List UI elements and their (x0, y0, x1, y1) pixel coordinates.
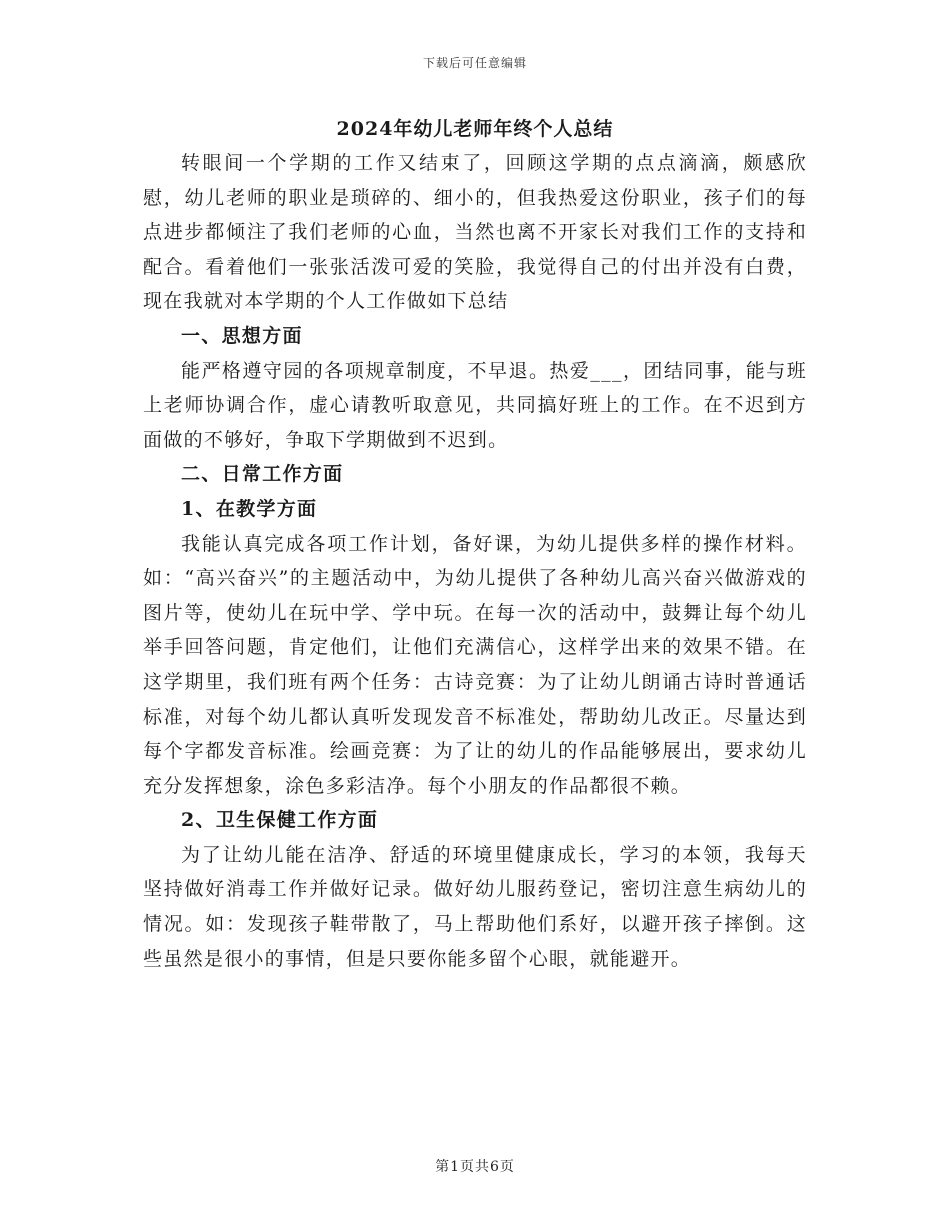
section-heading-daily-work: 二、日常工作方面 (181, 463, 344, 486)
subsection-heading-teaching: 1、在教学方面 (181, 497, 318, 520)
subsection-heading-hygiene: 2、卫生保健工作方面 (181, 809, 379, 832)
header-note: 下载后可任意编辑 (422, 56, 527, 70)
page-number: 第1页共6页 (435, 1159, 515, 1175)
paragraph-thought: 能严格遵守园的各项规章制度，不早退。热爱___，团结同事，能与班上老师协调合作，虚心请教听取意见，共同搞好班上的工作。在不迟到方面做的不够好，争取下学期做到不迟到。 (143, 359, 807, 451)
paragraph-teaching: 我能认真完成各项工作计划，备好课，为幼儿提供多样的操作材料。如：“高兴奋兴”的主题活动中，为幼儿提供了各种幼儿高兴奋兴做游戏的图片等，使幼儿在玩中学、学中玩。在每一次的活动中，鼓舞让每个幼儿举手回答问题，肯定他们，让他们充满信心，这样学出来的效果不错。在这学期里，我们班有两个任务：古诗竞赛：为了让幼儿朗诵古诗时普通话标准，对每个幼儿都认真听发现发音不标准处，帮助幼儿改正。尽量达到每个字都发音标准。绘画竞赛：为了让的幼儿的作品能够展出，要求幼儿充分发挥想象，涂色多彩洁净。每个小朋友的作品都很不赖。 (143, 532, 807, 797)
document-title: 2024年幼儿老师年终个人总结 (336, 118, 614, 140)
paragraph-hygiene: 为了让幼儿能在洁净、舒适的环境里健康成长，学习的本领，我每天坚持做好消毒工作并做好记录。做好幼儿服药登记，密切注意生病幼儿的情况。如：发现孩子鞋带散了，马上帮助他们系好，以避开孩子摔倒。这些虽然是很小的事情，但是只要你能多留个心眼，就能避开。 (143, 843, 807, 970)
document-body (143, 112, 807, 976)
paragraph-intro: 转眼间一个学期的工作又结束了，回顾这学期的点点滴滴，颇感欣慰，幼儿老师的职业是琐碎的、细小的，但我热爱这份职业，孩子们的每点进步都倾注了我们老师的心血，当然也离不开家长对我们工作的支持和配合。看着他们一张张活泼可爱的笑脸，我觉得自己的付出并没有白费，现在我就对本学期的个人工作做如下总结 (143, 152, 807, 313)
section-heading-thought: 一、思想方面 (181, 324, 303, 347)
